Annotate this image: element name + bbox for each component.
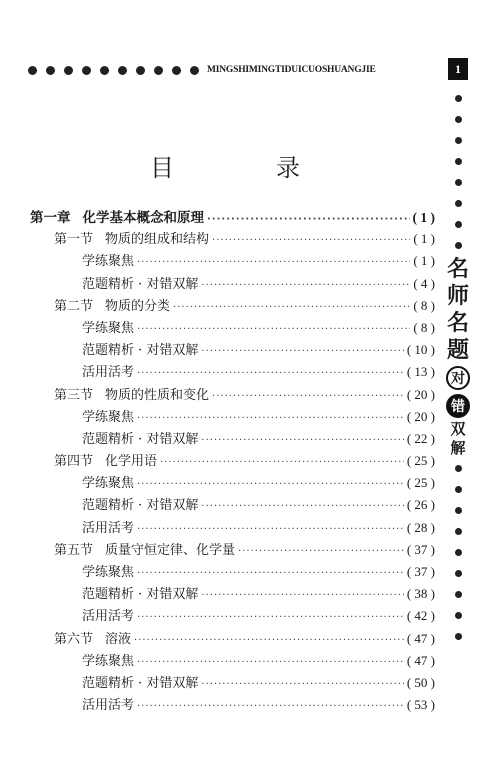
- toc-entry[interactable]: [30, 228, 435, 250]
- dot-leader: [201, 590, 403, 601]
- dot-leader: [160, 457, 404, 468]
- toc-entry-title: 溶液: [105, 631, 132, 647]
- toc-entry-title: 学练聚焦: [82, 409, 135, 425]
- toc-entry-title: 学练聚焦: [82, 653, 135, 669]
- toc-entry-title: 学练聚焦: [82, 476, 135, 492]
- toc-entry-label: [82, 672, 198, 691]
- toc-entry[interactable]: [30, 361, 435, 383]
- dot-ornament-icon: [455, 465, 462, 472]
- dot-ornament-icon: [455, 507, 462, 514]
- toc-page-number: ( 53 ): [406, 697, 435, 713]
- toc-page-number: ( 47 ): [406, 630, 435, 646]
- dot-ornament-icon: [455, 221, 462, 228]
- toc-entry[interactable]: [30, 250, 435, 272]
- toc-entry[interactable]: [30, 428, 435, 450]
- dot-ornament-icon: [136, 66, 145, 75]
- dot-leader: [201, 346, 403, 357]
- toc-entry-number: 第一章: [30, 210, 71, 226]
- toc-entry-title: 物质的性质和变化: [105, 387, 210, 403]
- toc-page-number: ( 37 ): [406, 541, 435, 557]
- toc-entry-label: [82, 406, 134, 425]
- toc-entry[interactable]: [30, 561, 435, 583]
- toc-entry-label: [54, 628, 131, 647]
- title-char: 录: [276, 154, 300, 182]
- dot-ornament-icon: [455, 528, 462, 535]
- dot-leader: [137, 701, 404, 712]
- toc-entry[interactable]: [30, 628, 435, 650]
- toc-entry[interactable]: [30, 317, 435, 339]
- dot-leader: [137, 524, 404, 535]
- page-number-tab: 1: [448, 58, 468, 80]
- dot-leader: [201, 280, 410, 291]
- side-char: 双: [450, 420, 466, 438]
- toc-entry-number: 第六节: [54, 631, 94, 647]
- toc-entry-title: 范题精析 · 对错双解: [82, 276, 199, 292]
- dot-leader: [201, 501, 403, 512]
- toc-page-number: ( 1 ): [413, 231, 435, 247]
- toc-page-number: ( 28 ): [406, 519, 435, 535]
- dot-ornament-icon: [455, 486, 462, 493]
- toc-page-number: ( 25 ): [406, 475, 435, 491]
- running-header: [28, 62, 448, 78]
- toc-entry[interactable]: [30, 650, 435, 672]
- dot-ornament-icon: [455, 116, 462, 123]
- toc-entry-label: [82, 339, 198, 358]
- toc-entry-label: [82, 583, 198, 602]
- toc-entry-label: [82, 273, 198, 292]
- dot-leader: [137, 657, 404, 668]
- side-char: 名: [446, 311, 469, 336]
- toc-page-number: ( 4 ): [413, 275, 435, 291]
- toc-entry[interactable]: [30, 295, 435, 317]
- dot-leader: [212, 235, 410, 246]
- toc-entry-title: 学练聚焦: [82, 254, 135, 270]
- toc-entry-number: 第三节: [54, 387, 94, 403]
- dot-ornament-icon: [28, 66, 37, 75]
- dot-ornament-icon: [64, 66, 73, 75]
- dot-leader: [201, 435, 403, 446]
- toc-entry[interactable]: [30, 517, 435, 539]
- side-char: 解: [450, 439, 466, 457]
- dot-leader: [137, 368, 404, 379]
- side-circle-char-filled: 错: [446, 394, 470, 418]
- side-decoration: [444, 88, 472, 688]
- dot-ornament-icon: [190, 66, 199, 75]
- toc-entry-title: 范题精析 · 对错双解: [82, 498, 199, 514]
- dot-leader: [137, 413, 404, 424]
- dot-ornament-icon: [455, 200, 462, 207]
- toc-entry[interactable]: [30, 605, 435, 627]
- side-char: 题: [446, 338, 469, 363]
- toc-page-number: ( 42 ): [406, 608, 435, 624]
- toc-entry[interactable]: [30, 273, 435, 295]
- toc-entry-title: 物质的组成和结构: [105, 232, 210, 248]
- dot-ornament-icon: [455, 158, 462, 165]
- dot-leader: [207, 214, 410, 225]
- toc-entry[interactable]: [30, 384, 435, 406]
- dot-leader: [238, 546, 404, 557]
- toc-entry[interactable]: [30, 583, 435, 605]
- toc-entry-label: [82, 605, 134, 624]
- dot-ornament-icon: [455, 95, 462, 102]
- toc-page-number: ( 47 ): [406, 652, 435, 668]
- toc-page-number: ( 38 ): [406, 586, 435, 602]
- toc-entry-title: 活用活考: [82, 365, 135, 381]
- toc-entry-label: [54, 539, 235, 558]
- toc-entry-title: 范题精析 · 对错双解: [82, 343, 199, 359]
- dot-leader: [137, 479, 404, 490]
- title-char: 目: [150, 154, 174, 182]
- side-char: 师: [446, 284, 469, 309]
- toc-page-number: ( 50 ): [406, 674, 435, 690]
- toc-page-number: ( 26 ): [406, 497, 435, 513]
- side-circle-char: 对: [446, 366, 470, 390]
- dot-leader: [137, 257, 410, 268]
- toc-page-number: ( 8 ): [413, 319, 435, 335]
- toc-entry-label: [82, 472, 134, 491]
- toc-entry-label: [54, 384, 209, 403]
- toc-entry-label: [82, 250, 134, 269]
- table-of-contents: [30, 206, 435, 716]
- toc-entry-number: 第五节: [54, 542, 94, 558]
- dot-leader: [134, 635, 404, 646]
- dot-leader: [137, 324, 410, 335]
- dot-ornament-icon: [455, 591, 462, 598]
- toc-entry-number: 第四节: [54, 454, 94, 470]
- toc-entry-label: [82, 561, 134, 580]
- dot-leader: [212, 391, 404, 402]
- toc-entry-number: 第一节: [54, 232, 94, 248]
- toc-page-number: ( 20 ): [406, 386, 435, 402]
- toc-entry-label: [82, 650, 134, 669]
- toc-entry-label: [54, 228, 209, 247]
- toc-entry-title: 化学基本概念和原理: [82, 210, 204, 226]
- toc-entry-title: 活用活考: [82, 609, 135, 625]
- dot-leader: [137, 612, 404, 623]
- toc-page-number: ( 37 ): [406, 564, 435, 579]
- dot-ornament-icon: [100, 66, 109, 75]
- dot-leader: [137, 568, 404, 579]
- dot-ornament-icon: [46, 66, 55, 75]
- toc-entry-label: [82, 428, 198, 447]
- toc-entry[interactable]: [30, 494, 435, 516]
- toc-entry-label: [82, 494, 198, 513]
- dot-ornament-icon: [455, 633, 462, 640]
- toc-page-number: ( 25 ): [406, 453, 435, 469]
- toc-entry-title: 范题精析 · 对错双解: [82, 675, 199, 691]
- dot-ornament-icon: [154, 66, 163, 75]
- toc-entry-label: [54, 450, 157, 469]
- toc-entry-label: [82, 361, 134, 380]
- toc-entry-title: 学练聚焦: [82, 565, 135, 580]
- toc-entry[interactable]: [30, 694, 435, 716]
- dot-ornament-icon: [455, 179, 462, 186]
- toc-page-number: ( 1 ): [412, 210, 435, 225]
- toc-page-number: ( 20 ): [406, 408, 435, 424]
- toc-entry-label: [82, 317, 134, 336]
- toc-entry[interactable]: [30, 539, 435, 561]
- dot-leader: [173, 302, 410, 313]
- toc-entry[interactable]: [30, 472, 435, 494]
- toc-entry[interactable]: [30, 672, 435, 694]
- dot-ornament-icon: [172, 66, 181, 75]
- header-text: MINGSHIMINGTIDUICUOSHUANGJIE: [207, 65, 376, 75]
- toc-entry-title: 质量守恒定律、化学量: [105, 542, 236, 558]
- header-dots: [28, 66, 199, 75]
- dot-ornament-icon: [455, 137, 462, 144]
- toc-entry-title: 活用活考: [82, 520, 135, 536]
- toc-page-number: ( 1 ): [413, 253, 435, 269]
- toc-page-number: ( 8 ): [413, 297, 435, 313]
- toc-entry-title: 范题精析 · 对错双解: [82, 431, 199, 447]
- toc-entry-title: 活用活考: [82, 698, 135, 714]
- dot-leader: [201, 679, 403, 690]
- toc-page-number: ( 22 ): [406, 430, 435, 446]
- toc-entry-label: [82, 694, 134, 713]
- toc-entry-title: 物质的分类: [105, 298, 171, 314]
- toc-entry-label: [54, 295, 170, 314]
- toc-entry[interactable]: [30, 339, 435, 361]
- dot-ornament-icon: [118, 66, 127, 75]
- dot-ornament-icon: [455, 612, 462, 619]
- dot-ornament-icon: [82, 66, 91, 75]
- toc-page-number: ( 13 ): [406, 364, 435, 380]
- toc-entry-title: 范题精析 · 对错双解: [82, 587, 199, 603]
- dot-ornament-icon: [455, 242, 462, 249]
- page-title: [150, 148, 300, 183]
- toc-entry[interactable]: [30, 406, 435, 428]
- toc-entry-title: 化学用语: [105, 454, 158, 470]
- toc-entry-label: [82, 517, 134, 536]
- toc-entry[interactable]: [30, 206, 435, 228]
- toc-entry[interactable]: [30, 450, 435, 472]
- side-char: 名: [446, 257, 469, 282]
- toc-entry-title: 学练聚焦: [82, 320, 135, 336]
- toc-entry-label: [30, 206, 204, 226]
- toc-page-number: ( 10 ): [406, 342, 435, 358]
- dot-ornament-icon: [455, 570, 462, 577]
- dot-ornament-icon: [455, 549, 462, 556]
- toc-entry-number: 第二节: [54, 298, 94, 314]
